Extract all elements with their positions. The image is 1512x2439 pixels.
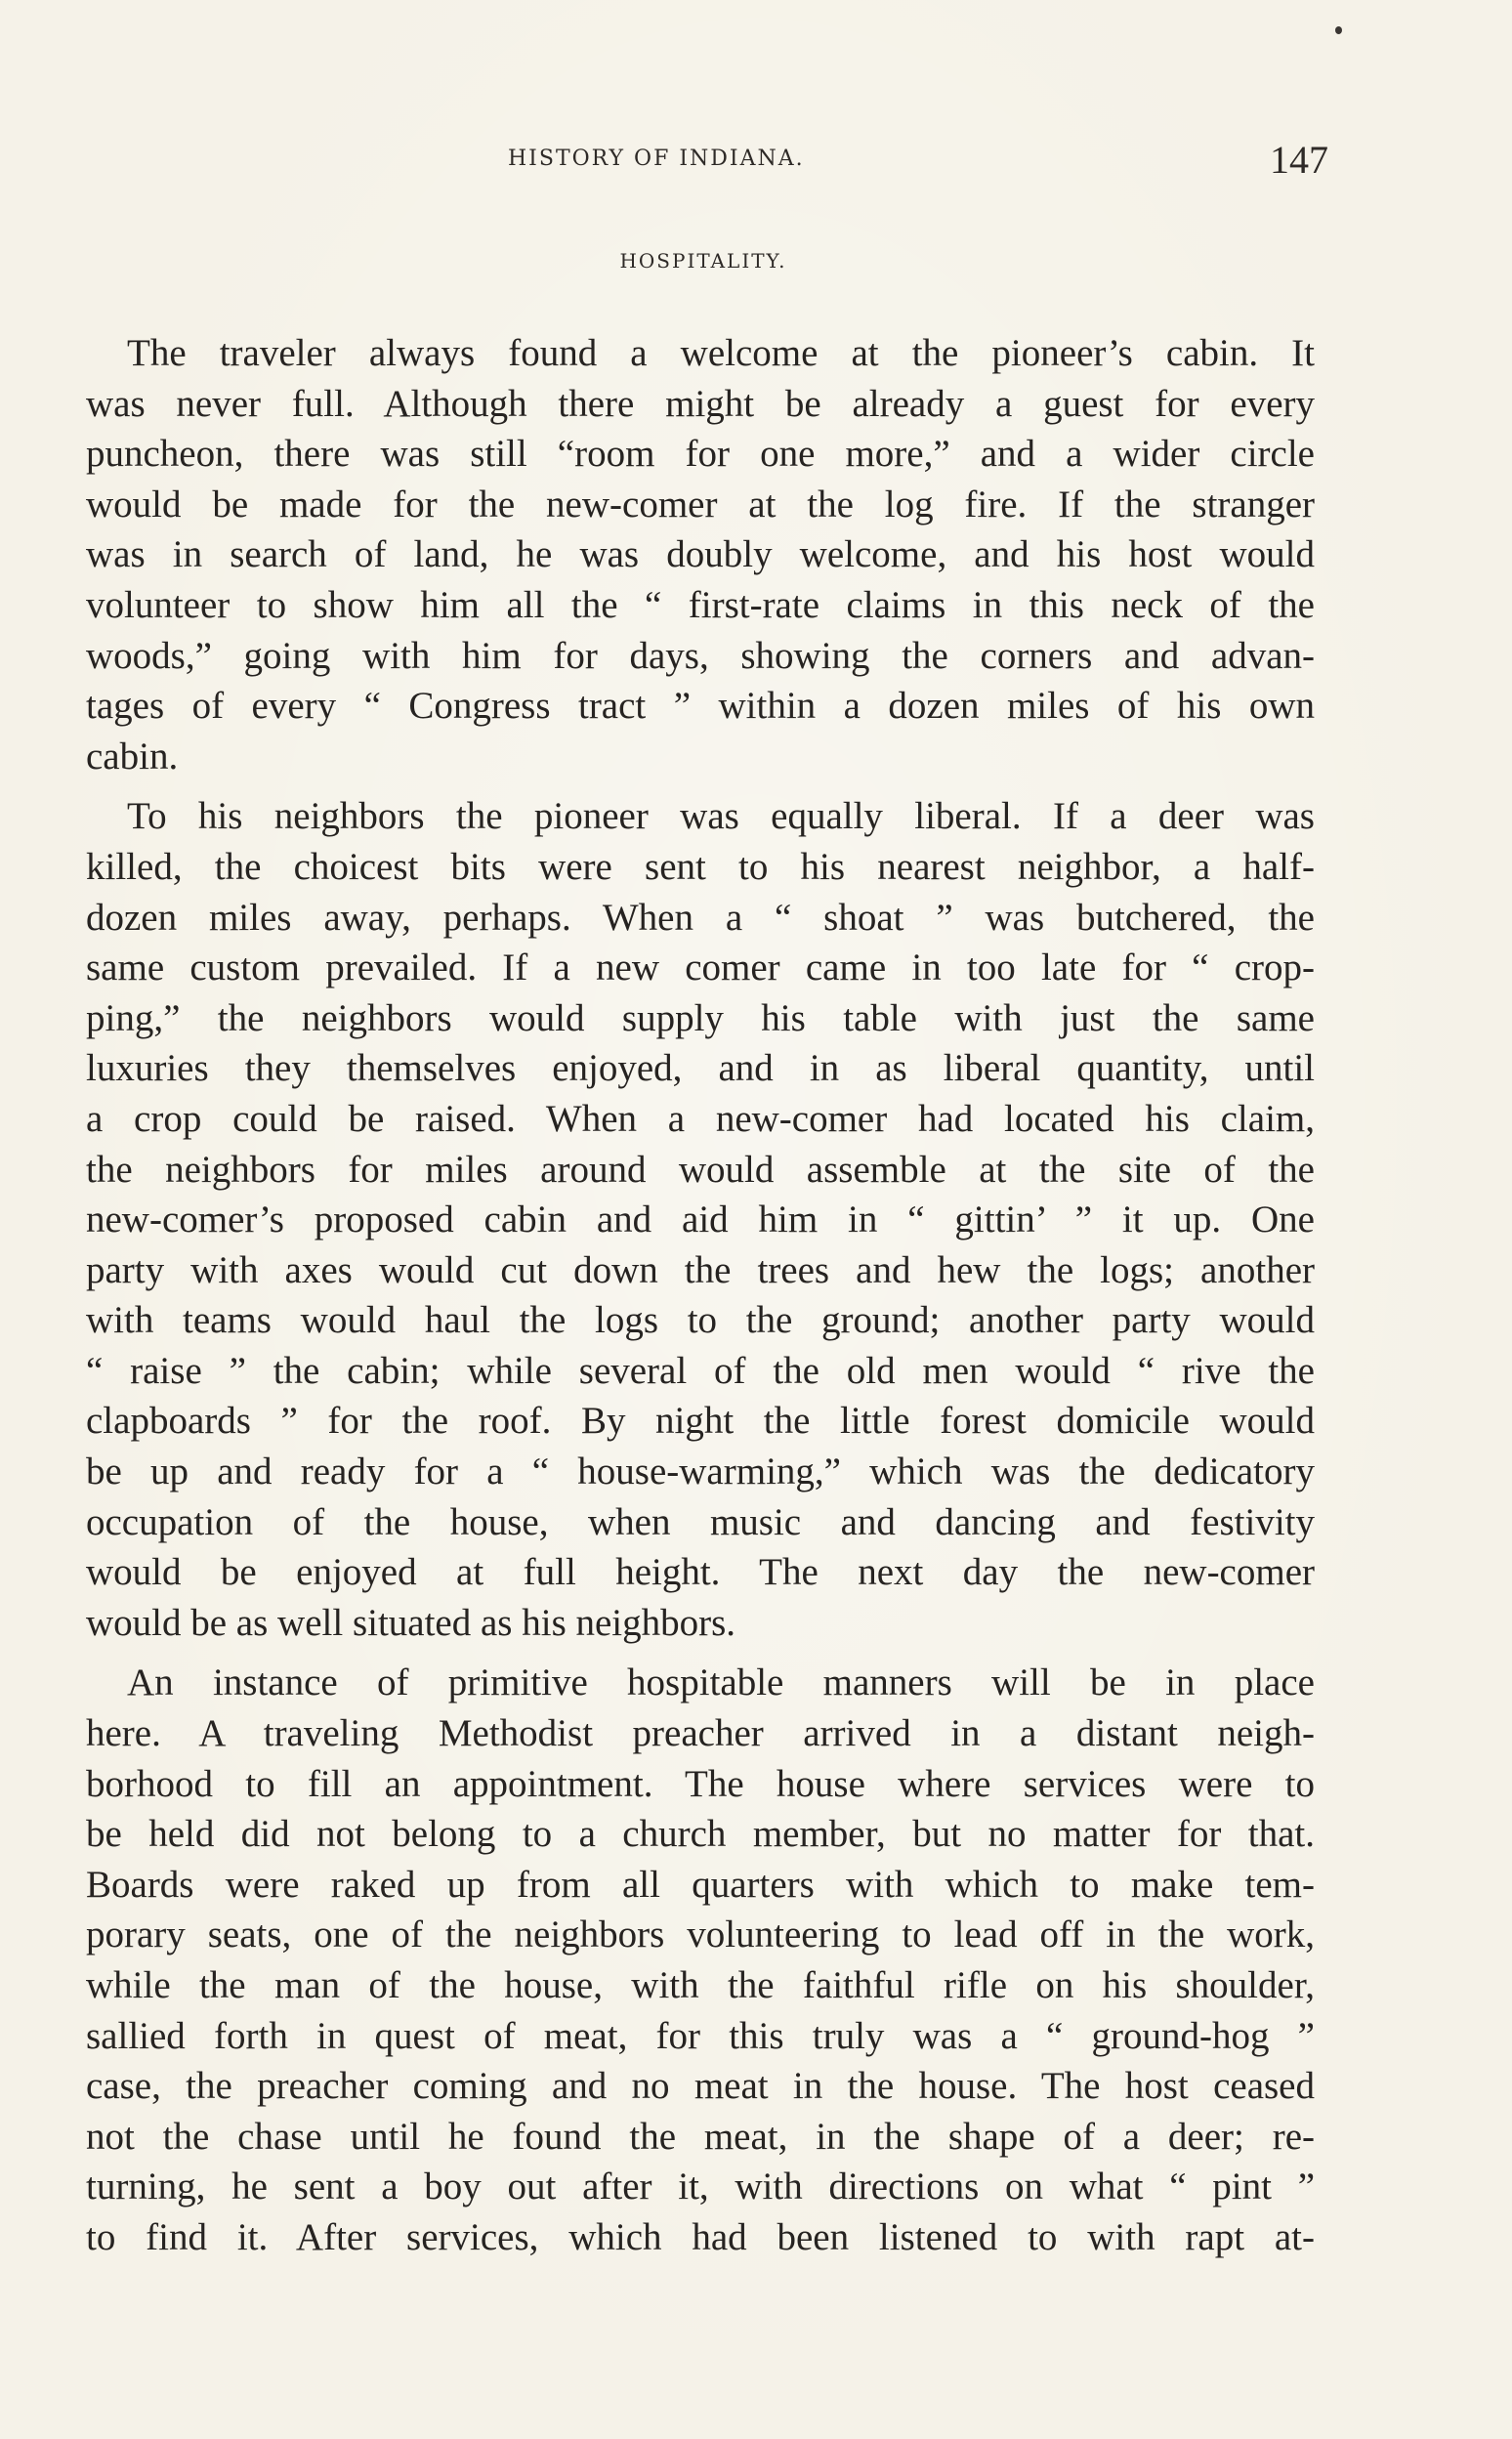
text-line: new-comer’s proposed cabin and aid him in “ gittin’ ” it up. One — [86, 1198, 1315, 1241]
text-line: borhood to fill an appointment. The house where services were to — [86, 1762, 1315, 1805]
text-line: woods,” going with him for days, showing the corners and advan- — [86, 634, 1315, 677]
text-line: puncheon, there was still “room for one more,” and a wider circle — [86, 433, 1315, 476]
text-line: To his neighbors the pioneer was equally liberal. If a deer was — [127, 795, 1315, 838]
text-line: was in search of land, he was doubly welcome, and his host would — [86, 533, 1315, 576]
text-line: dozen miles away, perhaps. When a “ shoat ” was butchered, the — [86, 896, 1315, 939]
text-line: “ raise ” the cabin; while several of the old men would “ rive the — [86, 1349, 1315, 1392]
text-line: Boards were raked up from all quarters with which to make tem- — [86, 1863, 1315, 1906]
text-line: luxuries they themselves enjoyed, and in as liberal quantity, until — [86, 1047, 1315, 1090]
text-line: not the chase until he found the meat, in the shape of a deer; re- — [86, 2115, 1315, 2158]
text-line: to find it. After services, which had been listened to with rapt at- — [86, 2215, 1315, 2258]
text-line: be up and ready for a “ house-warming,” which was the dedicatory — [86, 1451, 1315, 1493]
text-line: killed, the choicest bits were sent to his nearest neighbor, a half- — [86, 845, 1315, 888]
paragraph-3 — [86, 1658, 1315, 2262]
text-line: be held did not belong to a church member, but no matter for that. — [86, 1813, 1315, 1856]
text-line: was never full. Although there might be already a guest for every — [86, 382, 1315, 425]
running-head: HISTORY OF INDIANA. — [508, 147, 805, 171]
text-line: cabin. — [86, 735, 179, 778]
text-line: would be enjoyed at full height. The next day the new-comer — [86, 1551, 1315, 1594]
text-line: while the man of the house, with the faithful rifle on his shoulder, — [86, 1964, 1315, 2006]
ink-speck — [1335, 26, 1342, 34]
text-line: ping,” the neighbors would supply his table with just the same — [86, 996, 1315, 1039]
text-line: turning, he sent a boy out after it, with directions on what “ pint ” — [86, 2166, 1315, 2208]
page-number: 147 — [1270, 138, 1328, 182]
text-line: would be made for the new-comer at the log fire. If the stranger — [86, 483, 1315, 526]
text-line: here. A traveling Methodist preacher arrived in a distant neigh- — [86, 1712, 1315, 1755]
text-line: tages of every “ Congress tract ” within a dozen miles of his own — [86, 685, 1315, 728]
body-text — [86, 328, 1315, 2273]
text-line: An instance of primitive hospitable manners will be in place — [127, 1661, 1315, 1704]
text-line: party with axes would cut down the trees and hew the logs; another — [86, 1248, 1315, 1291]
text-line: a crop could be raised. When a new-comer had located his claim, — [86, 1097, 1315, 1140]
text-line: volunteer to show him all the “ first-rate claims in this neck of the — [86, 583, 1315, 626]
paragraph-1 — [86, 328, 1315, 781]
text-line: occupation of the house, when music and dancing and festivity — [86, 1500, 1315, 1543]
text-line: with teams would haul the logs to the ground; another party would — [86, 1299, 1315, 1342]
text-line: same custom prevailed. If a new comer came in too late for “ crop- — [86, 946, 1315, 989]
text-line: clapboards ” for the roof. By night the little forest domicile would — [86, 1400, 1315, 1443]
text-line: would be as well situated as his neighbors. — [86, 1601, 736, 1644]
text-line: the neighbors for miles around would assemble at the site of the — [86, 1148, 1315, 1191]
section-title: HOSPITALITY. — [619, 249, 787, 273]
paragraph-2 — [86, 791, 1315, 1648]
text-line: The traveler always found a welcome at the pioneer’s cabin. It — [127, 332, 1315, 374]
text-line: case, the preacher coming and no meat in the house. The host ceased — [86, 2065, 1315, 2108]
text-line: porary seats, one of the neighbors volunteering to lead off in the work, — [86, 1913, 1315, 1956]
text-line: sallied forth in quest of meat, for this truly was a “ ground-hog ” — [86, 2014, 1315, 2057]
